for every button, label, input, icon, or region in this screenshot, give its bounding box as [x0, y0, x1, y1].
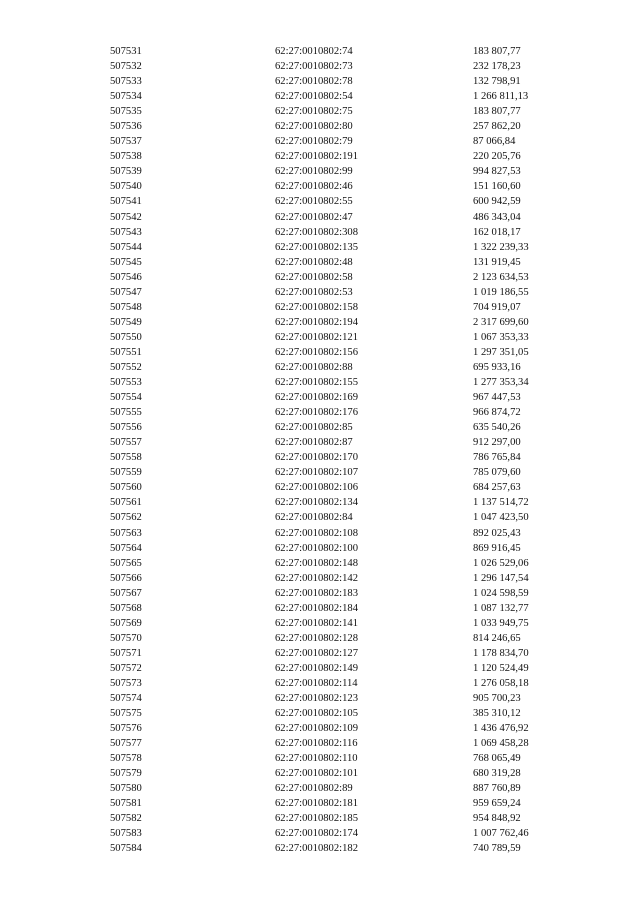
table-row — [110, 766, 593, 781]
row-id-cell: 507582 — [110, 813, 142, 825]
cadastral-value-cell: 87 066,84 — [473, 136, 516, 148]
row-id-cell: 507545 — [110, 256, 142, 268]
cadastral-value-cell: 905 700,23 — [473, 693, 521, 705]
row-id-cell: 507556 — [110, 422, 142, 434]
row-id-cell: 507541 — [110, 196, 142, 208]
row-id-cell: 507533 — [110, 76, 142, 88]
cadastral-number-cell: 62:27:0010802:155 — [275, 377, 358, 389]
cadastral-value-cell: 1 276 058,18 — [473, 677, 529, 689]
cadastral-number-cell: 62:27:0010802:148 — [275, 557, 358, 569]
cadastral-value-cell: 131 919,45 — [473, 256, 521, 268]
table-row — [110, 510, 593, 525]
cadastral-number-cell: 62:27:0010802:141 — [275, 617, 358, 629]
cadastral-number-cell: 62:27:0010802:169 — [275, 392, 358, 404]
cadastral-value-cell: 912 297,00 — [473, 437, 521, 449]
cadastral-value-cell: 954 848,92 — [473, 813, 521, 825]
cadastral-number-cell: 62:27:0010802:73 — [275, 61, 353, 73]
cadastral-value-cell: 1 322 239,33 — [473, 241, 529, 253]
cadastral-number-cell: 62:27:0010802:48 — [275, 256, 353, 268]
table-row — [110, 706, 593, 721]
row-id-cell: 507538 — [110, 151, 142, 163]
cadastral-number-cell: 62:27:0010802:74 — [275, 46, 353, 57]
cadastral-number-cell: 62:27:0010802:135 — [275, 241, 358, 253]
table-row — [110, 541, 593, 556]
row-id-cell: 507571 — [110, 647, 142, 659]
cadastral-value-cell: 1 047 423,50 — [473, 512, 529, 524]
cadastral-number-cell: 62:27:0010802:128 — [275, 632, 358, 644]
row-id-cell: 507569 — [110, 617, 142, 629]
table-row — [110, 270, 593, 285]
cadastral-number-cell: 62:27:0010802:176 — [275, 407, 358, 419]
table-row — [110, 390, 593, 405]
row-id-cell: 507570 — [110, 632, 142, 644]
row-id-cell: 507561 — [110, 497, 142, 509]
table-row — [110, 119, 593, 134]
table-row — [110, 736, 593, 751]
row-id-cell: 507574 — [110, 693, 142, 705]
cadastral-value-cell: 869 916,45 — [473, 542, 521, 554]
cadastral-value-cell: 385 310,12 — [473, 708, 521, 720]
row-id-cell: 507550 — [110, 331, 142, 343]
cadastral-value-cell: 1 007 762,46 — [473, 828, 529, 840]
cadastral-number-cell: 62:27:0010802:84 — [275, 512, 353, 524]
row-id-cell: 507559 — [110, 467, 142, 479]
cadastral-value-cell: 1 266 811,13 — [473, 91, 529, 103]
cadastral-value-cell: 887 760,89 — [473, 783, 521, 795]
cadastral-value-cell: 814 246,65 — [473, 632, 521, 644]
row-id-cell: 507557 — [110, 437, 142, 449]
cadastral-value-cell: 1 069 458,28 — [473, 738, 529, 750]
table-row — [110, 601, 593, 616]
cadastral-number-cell: 62:27:0010802:87 — [275, 437, 353, 449]
table-row — [110, 225, 593, 240]
cadastral-number-cell: 62:27:0010802:53 — [275, 286, 353, 298]
cadastral-number-cell: 62:27:0010802:194 — [275, 316, 358, 328]
cadastral-number-cell: 62:27:0010802:134 — [275, 497, 358, 509]
cadastral-value-cell: 132 798,91 — [473, 76, 521, 88]
table-row — [110, 315, 593, 330]
table-row — [110, 631, 593, 646]
cadastral-number-cell: 62:27:0010802:80 — [275, 121, 353, 133]
row-id-cell: 507539 — [110, 166, 142, 178]
table-row — [110, 796, 593, 811]
row-id-cell: 507568 — [110, 602, 142, 614]
cadastral-value-cell: 220 205,76 — [473, 151, 521, 163]
cadastral-value-cell: 994 827,53 — [473, 166, 521, 178]
cadastral-number-cell: 62:27:0010802:142 — [275, 572, 358, 584]
cadastral-value-cell: 600 942,59 — [473, 196, 521, 208]
row-id-cell: 507575 — [110, 708, 142, 720]
cadastral-value-cell: 695 933,16 — [473, 361, 521, 373]
row-id-cell: 507537 — [110, 136, 142, 148]
row-id-cell: 507543 — [110, 226, 142, 238]
cadastral-number-cell: 62:27:0010802:123 — [275, 693, 358, 705]
table-row — [110, 661, 593, 676]
table-row — [110, 149, 593, 164]
table-row — [110, 450, 593, 465]
cadastral-number-cell: 62:27:0010802:55 — [275, 196, 353, 208]
cadastral-value-cell: 892 025,43 — [473, 527, 521, 539]
cadastral-value-cell: 1 120 524,49 — [473, 662, 529, 674]
row-id-cell: 507579 — [110, 768, 142, 780]
cadastral-number-cell: 62:27:0010802:184 — [275, 602, 358, 614]
row-id-cell: 507584 — [110, 843, 142, 855]
table-row — [110, 330, 593, 345]
table-row — [110, 134, 593, 149]
cadastral-value-cell: 959 659,24 — [473, 798, 521, 810]
cadastral-value-cell: 768 065,49 — [473, 753, 521, 765]
table-row — [110, 586, 593, 601]
cadastral-number-cell: 62:27:0010802:75 — [275, 106, 353, 118]
table-row — [110, 194, 593, 209]
cadastral-value-cell: 740 789,59 — [473, 843, 521, 855]
cadastral-number-cell: 62:27:0010802:191 — [275, 151, 358, 163]
table-row — [110, 526, 593, 541]
table-row — [110, 179, 593, 194]
row-id-cell: 507576 — [110, 723, 142, 735]
row-id-cell: 507554 — [110, 392, 142, 404]
cadastral-value-cell: 684 257,63 — [473, 482, 521, 494]
table-row — [110, 781, 593, 796]
row-id-cell: 507553 — [110, 377, 142, 389]
cadastral-number-cell: 62:27:0010802:88 — [275, 361, 353, 373]
row-id-cell: 507580 — [110, 783, 142, 795]
cadastral-number-cell: 62:27:0010802:106 — [275, 482, 358, 494]
cadastral-value-cell: 1 297 351,05 — [473, 346, 529, 358]
cadastral-number-cell: 62:27:0010802:78 — [275, 76, 353, 88]
row-id-cell: 507546 — [110, 271, 142, 283]
table-row — [110, 164, 593, 179]
cadastral-value-cell: 2 123 634,53 — [473, 271, 529, 283]
cadastral-number-cell: 62:27:0010802:185 — [275, 813, 358, 825]
cadastral-value-cell: 1 087 132,77 — [473, 602, 529, 614]
row-id-cell: 507532 — [110, 61, 142, 73]
table-row — [110, 841, 593, 856]
cadastral-value-cell: 183 807,77 — [473, 46, 521, 57]
table-row — [110, 345, 593, 360]
row-id-cell: 507558 — [110, 452, 142, 464]
table-row — [110, 676, 593, 691]
table-row — [110, 826, 593, 841]
row-id-cell: 507536 — [110, 121, 142, 133]
cadastral-number-cell: 62:27:0010802:149 — [275, 662, 358, 674]
cadastral-value-cell: 257 862,20 — [473, 121, 521, 133]
cadastral-number-cell: 62:27:0010802:127 — [275, 647, 358, 659]
row-id-cell: 507581 — [110, 798, 142, 810]
row-id-cell: 507572 — [110, 662, 142, 674]
cadastral-number-cell: 62:27:0010802:46 — [275, 181, 353, 193]
cadastral-value-table — [110, 44, 593, 857]
row-id-cell: 507534 — [110, 91, 142, 103]
cadastral-number-cell: 62:27:0010802:107 — [275, 467, 358, 479]
table-row — [110, 571, 593, 586]
cadastral-number-cell: 62:27:0010802:85 — [275, 422, 353, 434]
cadastral-number-cell: 62:27:0010802:156 — [275, 346, 358, 358]
row-id-cell: 507544 — [110, 241, 142, 253]
row-id-cell: 507566 — [110, 572, 142, 584]
table-row — [110, 89, 593, 104]
cadastral-number-cell: 62:27:0010802:89 — [275, 783, 353, 795]
row-id-cell: 507567 — [110, 587, 142, 599]
table-body — [110, 44, 593, 857]
row-id-cell: 507531 — [110, 46, 142, 57]
cadastral-value-cell: 967 447,53 — [473, 392, 521, 404]
row-id-cell: 507564 — [110, 542, 142, 554]
table-row — [110, 255, 593, 270]
row-id-cell: 507548 — [110, 301, 142, 313]
row-id-cell: 507540 — [110, 181, 142, 193]
table-row — [110, 616, 593, 631]
cadastral-number-cell: 62:27:0010802:158 — [275, 301, 358, 313]
cadastral-value-cell: 1 026 529,06 — [473, 557, 529, 569]
cadastral-value-cell: 786 765,84 — [473, 452, 521, 464]
cadastral-value-cell: 785 079,60 — [473, 467, 521, 479]
table-row — [110, 495, 593, 510]
table-row — [110, 465, 593, 480]
cadastral-value-cell: 1 137 514,72 — [473, 497, 529, 509]
row-id-cell: 507549 — [110, 316, 142, 328]
cadastral-value-cell: 1 178 834,70 — [473, 647, 529, 659]
cadastral-number-cell: 62:27:0010802:105 — [275, 708, 358, 720]
cadastral-value-cell: 162 018,17 — [473, 226, 521, 238]
cadastral-number-cell: 62:27:0010802:58 — [275, 271, 353, 283]
cadastral-value-cell: 2 317 699,60 — [473, 316, 529, 328]
table-row — [110, 59, 593, 74]
cadastral-value-cell: 183 807,77 — [473, 106, 521, 118]
row-id-cell: 507542 — [110, 211, 142, 223]
cadastral-number-cell: 62:27:0010802:170 — [275, 452, 358, 464]
cadastral-value-cell: 486 343,04 — [473, 211, 521, 223]
cadastral-number-cell: 62:27:0010802:79 — [275, 136, 353, 148]
table-row — [110, 104, 593, 119]
row-id-cell: 507551 — [110, 346, 142, 358]
cadastral-value-cell: 680 319,28 — [473, 768, 521, 780]
cadastral-value-cell: 1 436 476,92 — [473, 723, 529, 735]
cadastral-value-cell: 966 874,72 — [473, 407, 521, 419]
row-id-cell: 507562 — [110, 512, 142, 524]
table-row — [110, 480, 593, 495]
table-row — [110, 240, 593, 255]
cadastral-number-cell: 62:27:0010802:54 — [275, 91, 353, 103]
row-id-cell: 507555 — [110, 407, 142, 419]
row-id-cell: 507552 — [110, 361, 142, 373]
table-row — [110, 285, 593, 300]
cadastral-value-cell: 1 296 147,54 — [473, 572, 529, 584]
cadastral-value-cell: 1 033 949,75 — [473, 617, 529, 629]
table-row — [110, 420, 593, 435]
row-id-cell: 507577 — [110, 738, 142, 750]
cadastral-number-cell: 62:27:0010802:99 — [275, 166, 353, 178]
cadastral-number-cell: 62:27:0010802:109 — [275, 723, 358, 735]
table-row — [110, 300, 593, 315]
table-row — [110, 556, 593, 571]
cadastral-number-cell: 62:27:0010802:121 — [275, 331, 358, 343]
cadastral-value-cell: 232 178,23 — [473, 61, 521, 73]
cadastral-value-cell: 1 019 186,55 — [473, 286, 529, 298]
table-row — [110, 646, 593, 661]
cadastral-number-cell: 62:27:0010802:182 — [275, 843, 358, 855]
cadastral-number-cell: 62:27:0010802:116 — [275, 738, 358, 750]
cadastral-number-cell: 62:27:0010802:308 — [275, 226, 358, 238]
cadastral-number-cell: 62:27:0010802:183 — [275, 587, 358, 599]
table-row — [110, 360, 593, 375]
cadastral-number-cell: 62:27:0010802:181 — [275, 798, 358, 810]
table-row — [110, 210, 593, 225]
cadastral-number-cell: 62:27:0010802:114 — [275, 677, 358, 689]
row-id-cell: 507583 — [110, 828, 142, 840]
table-row — [110, 691, 593, 706]
table-row — [110, 721, 593, 736]
table-row — [110, 811, 593, 826]
table-row — [110, 74, 593, 89]
row-id-cell: 507535 — [110, 106, 142, 118]
cadastral-value-cell: 1 024 598,59 — [473, 587, 529, 599]
row-id-cell: 507563 — [110, 527, 142, 539]
cadastral-number-cell: 62:27:0010802:108 — [275, 527, 358, 539]
row-id-cell: 507565 — [110, 557, 142, 569]
table-row — [110, 435, 593, 450]
table-row — [110, 751, 593, 766]
row-id-cell: 507573 — [110, 677, 142, 689]
cadastral-number-cell: 62:27:0010802:174 — [275, 828, 358, 840]
cadastral-number-cell: 62:27:0010802:101 — [275, 768, 358, 780]
cadastral-number-cell: 62:27:0010802:100 — [275, 542, 358, 554]
cadastral-value-cell: 1 067 353,33 — [473, 331, 529, 343]
row-id-cell: 507547 — [110, 286, 142, 298]
cadastral-number-cell: 62:27:0010802:110 — [275, 753, 358, 765]
cadastral-value-cell: 635 540,26 — [473, 422, 521, 434]
row-id-cell: 507560 — [110, 482, 142, 494]
table-row — [110, 375, 593, 390]
cadastral-value-cell: 151 160,60 — [473, 181, 521, 193]
cadastral-value-cell: 704 919,07 — [473, 301, 521, 313]
table-row — [110, 44, 593, 59]
table-row — [110, 405, 593, 420]
row-id-cell: 507578 — [110, 753, 142, 765]
cadastral-value-cell: 1 277 353,34 — [473, 377, 529, 389]
cadastral-number-cell: 62:27:0010802:47 — [275, 211, 353, 223]
